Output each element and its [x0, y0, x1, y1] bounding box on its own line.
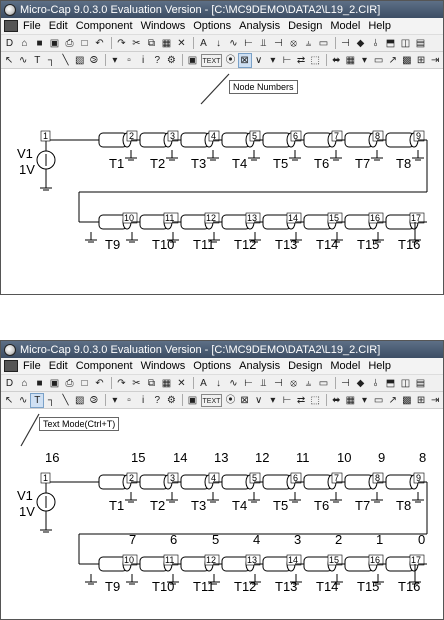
- app-icon: [4, 4, 16, 16]
- toolbar-components: [1, 392, 443, 409]
- transmission-line-label: T11: [193, 237, 215, 252]
- toolbar-component-button-19[interactable]: ⇄: [296, 394, 306, 406]
- toolbar-component-button-20[interactable]: ⬚: [310, 54, 320, 66]
- node-label: 9: [416, 131, 422, 141]
- toolbar-separator: [326, 394, 327, 406]
- toolbar-main-button-3[interactable]: ▣: [49, 37, 60, 49]
- transmission-line-label: T10: [152, 579, 175, 594]
- toolbar-component-button-10[interactable]: ?: [154, 54, 161, 66]
- node-number: 2: [335, 532, 343, 547]
- toolbar-main-button-4[interactable]: ⎙: [65, 377, 74, 389]
- menu-windows[interactable]: Windows: [140, 360, 186, 372]
- toolbar-main-button-6[interactable]: ↶: [95, 37, 104, 49]
- node-label: 7: [334, 473, 340, 483]
- toolbar-component-button-5[interactable]: ▧: [74, 394, 85, 406]
- toolbar-separator: [326, 54, 327, 66]
- toolbar-component-button-9[interactable]: i: [142, 54, 145, 66]
- toolbar-component-button-22[interactable]: ▦: [345, 54, 356, 66]
- screenshot-panel-text-mode: [0, 340, 444, 620]
- menu-file[interactable]: File: [23, 20, 41, 32]
- node-number: 12: [255, 450, 270, 465]
- toolbar-main-button-20[interactable]: ▭: [318, 377, 329, 389]
- node-number: 11: [296, 450, 310, 465]
- transmission-line-label: T5: [273, 498, 289, 513]
- transmission-line-label: T7: [355, 498, 371, 513]
- toolbar-main-button-15[interactable]: ⊢: [244, 37, 253, 49]
- toolbar-component-button-28[interactable]: ⇥: [430, 54, 440, 66]
- node-label: 9: [416, 473, 422, 483]
- node-label: 11: [165, 555, 175, 565]
- toolbar-component-button-13[interactable]: TEXT: [201, 54, 223, 67]
- toolbar-main-button-8[interactable]: ✂: [132, 377, 141, 389]
- node-number: 3: [294, 532, 302, 547]
- node-label: 16: [370, 213, 381, 223]
- source-value: 1V: [19, 162, 35, 177]
- toolbar-separator: [111, 377, 112, 389]
- toolbar-main-button-21[interactable]: ⊣: [341, 37, 350, 49]
- transmission-line-label: T3: [191, 498, 207, 513]
- toolbar-component-button-7[interactable]: ▾: [112, 54, 118, 66]
- source-value: 1V: [19, 504, 35, 519]
- node-label: 17: [411, 213, 422, 223]
- pointer-arrow: [201, 74, 229, 104]
- transmission-line-label: T5: [273, 156, 289, 171]
- node-label: 5: [252, 473, 258, 483]
- toolbar-component-button-0[interactable]: ↖: [4, 394, 14, 406]
- toolbar-main-button-10[interactable]: ▦: [161, 37, 172, 49]
- toolbar-main-button-24[interactable]: ⬒: [385, 377, 396, 389]
- screenshot-panel-node-numbers: [0, 0, 444, 295]
- node-label: 1: [43, 131, 49, 141]
- node-label: 15: [329, 555, 340, 565]
- toolbar-component-button-8[interactable]: ▫: [127, 394, 131, 406]
- schematic-canvas[interactable]: [1, 410, 443, 619]
- toolbar-main-button-25[interactable]: ◫: [400, 37, 411, 49]
- toolbar-main: [1, 375, 443, 392]
- toolbar-main-button-23[interactable]: ⫰: [373, 37, 378, 49]
- menu-edit[interactable]: Edit: [48, 20, 68, 32]
- window-title: Micro-Cap 9.0.3.0 Evaluation Version - [C:\MC9DEMO\DATA2\L19_2.CIR]: [20, 3, 381, 16]
- toolbar-main-button-4[interactable]: ⎙: [65, 37, 74, 49]
- toolbar-main-button-26[interactable]: ▤: [415, 377, 426, 389]
- toolbar-component-button-21[interactable]: ⬌: [332, 54, 341, 66]
- menu-help[interactable]: Help: [368, 360, 391, 372]
- toolbar-component-button-26[interactable]: ▩: [402, 394, 412, 406]
- transmission-line-label: T3: [191, 156, 207, 171]
- toolbar-component-button-7[interactable]: ▾: [112, 394, 118, 406]
- transmission-line-label: T16: [398, 579, 421, 594]
- toolbar-main-button-19[interactable]: ⫨: [305, 377, 312, 389]
- toolbar-separator: [335, 377, 336, 389]
- menu-analysis[interactable]: Analysis: [239, 360, 281, 372]
- node-label: 6: [293, 131, 299, 141]
- menu-options[interactable]: Options: [193, 20, 232, 32]
- node-label: 6: [293, 473, 299, 483]
- node-label: 2: [129, 131, 135, 141]
- toolbar-separator: [193, 37, 194, 49]
- toolbar-component-button-17[interactable]: ▾: [270, 54, 276, 66]
- toolbar-main: [1, 35, 443, 52]
- toolbar-main-button-24[interactable]: ⬒: [385, 37, 396, 49]
- toolbar-component-button-24[interactable]: ▭: [373, 54, 384, 66]
- toolbar-component-button-23[interactable]: ▾: [362, 54, 368, 66]
- toolbar-component-button-15[interactable]: ⊠: [240, 394, 249, 406]
- toolbar-component-button-22[interactable]: ▦: [345, 394, 356, 406]
- toolbar-main-button-5[interactable]: □: [81, 37, 88, 49]
- toolbar-main-button-18[interactable]: ⦻: [290, 37, 297, 49]
- toolbar-component-button-25[interactable]: ↗: [388, 54, 397, 66]
- toolbar-components: [1, 52, 443, 69]
- schematic[interactable]: [1, 410, 443, 619]
- toolbar-component-button-1[interactable]: ∿: [18, 54, 28, 66]
- toolbar-component-button-18[interactable]: ⊢: [282, 54, 292, 66]
- node-number: 5: [212, 532, 220, 547]
- toolbar-component-button-12[interactable]: ▣: [187, 54, 198, 66]
- toolbar-component-button-2[interactable]: T: [31, 394, 43, 407]
- node-label: 12: [206, 213, 217, 223]
- menu-analysis[interactable]: Analysis: [239, 20, 281, 32]
- node-label: 2: [129, 473, 135, 483]
- transmission-line-label: T2: [150, 498, 166, 513]
- node-label: 4: [211, 473, 217, 483]
- toolbar-main-button-20[interactable]: ▭: [318, 37, 329, 49]
- toolbar-component-button-12[interactable]: ▣: [187, 394, 198, 406]
- toolbar-separator: [193, 377, 194, 389]
- toolbar-main-button-15[interactable]: ⊢: [244, 377, 253, 389]
- source-name: V1: [17, 488, 33, 503]
- toolbar-main-button-9[interactable]: ⧉: [147, 377, 156, 389]
- node-number: 1: [376, 532, 384, 547]
- toolbar-component-button-11[interactable]: ⚙: [166, 54, 176, 66]
- toolbar-main-button-9[interactable]: ⧉: [147, 37, 156, 49]
- menu-bar: [1, 358, 443, 375]
- transmission-line-label: T1: [109, 498, 125, 513]
- toolbar-main-button-26[interactable]: ▤: [415, 37, 426, 49]
- toolbar-component-button-5[interactable]: ▧: [74, 54, 85, 66]
- transmission-line-label: T8: [396, 156, 412, 171]
- toolbar-separator: [105, 54, 106, 66]
- node-label: 4: [211, 131, 217, 141]
- toolbar-main-button-13[interactable]: ↓: [216, 37, 221, 49]
- toolbar-main-button-12[interactable]: A: [200, 37, 207, 49]
- toolbar-component-button-25[interactable]: ↗: [388, 394, 397, 406]
- toolbar-component-button-0[interactable]: ↖: [4, 54, 14, 66]
- transmission-line-label: T4: [232, 498, 248, 513]
- node-label: 16: [370, 555, 381, 565]
- toolbar-component-button-14[interactable]: ⦿: [225, 394, 236, 406]
- node-number: 10: [337, 450, 352, 465]
- toolbar-main-button-22[interactable]: ◆: [356, 37, 365, 49]
- node-label: 17: [411, 555, 422, 565]
- transmission-line-label: T16: [398, 237, 421, 252]
- toolbar-main-button-2[interactable]: ■: [36, 37, 43, 49]
- toolbar-component-button-21[interactable]: ⬌: [332, 394, 341, 406]
- toolbar-separator: [111, 37, 112, 49]
- toolbar-component-button-11[interactable]: ⚙: [166, 394, 176, 406]
- window-title: Micro-Cap 9.0.3.0 Evaluation Version - [C:\MC9DEMO\DATA2\L19_2.CIR]: [20, 343, 381, 356]
- node-label: 8: [375, 131, 381, 141]
- menu-bar: [1, 18, 443, 35]
- toolbar-main-button-19[interactable]: ⫨: [305, 37, 312, 49]
- toolbar-component-button-28[interactable]: ⇥: [430, 394, 440, 406]
- toolbar-main-button-3[interactable]: ▣: [49, 377, 60, 389]
- toolbar-main-button-7[interactable]: ↷: [117, 377, 126, 389]
- node-label: 7: [334, 131, 340, 141]
- toolbar-separator: [105, 394, 106, 406]
- toolbar-main-button-12[interactable]: A: [200, 377, 207, 389]
- transmission-line-label: T6: [314, 498, 330, 513]
- transmission-line-label: T7: [355, 156, 371, 171]
- node-label: 8: [375, 473, 381, 483]
- toolbar-component-button-4[interactable]: ╲: [62, 54, 69, 66]
- node-number: 7: [129, 532, 137, 547]
- node-number: 0: [418, 532, 426, 547]
- transmission-line-label: T12: [234, 237, 257, 252]
- menu-component[interactable]: Component: [75, 20, 133, 32]
- toolbar-main-button-5[interactable]: □: [81, 377, 88, 389]
- toolbar-main-button-0[interactable]: D: [5, 377, 14, 389]
- toolbar-main-button-16[interactable]: ⫫: [260, 37, 267, 49]
- tooltip-text-mode: Text Mode(Ctrl+T): [39, 417, 119, 431]
- schematic[interactable]: [1, 70, 443, 294]
- node-label: 3: [170, 131, 176, 141]
- toolbar-component-button-6[interactable]: ⧁: [89, 394, 98, 406]
- toolbar-component-button-23[interactable]: ▾: [362, 394, 368, 406]
- node-number: 16: [45, 450, 60, 465]
- document-icon[interactable]: [4, 360, 18, 372]
- pointer-arrow: [21, 414, 39, 446]
- transmission-line-label: T11: [193, 579, 215, 594]
- transmission-line-label: T10: [152, 237, 175, 252]
- toolbar-main-button-0[interactable]: D: [5, 37, 14, 49]
- toolbar-component-button-20[interactable]: ⬚: [310, 394, 320, 406]
- app-icon: [4, 344, 16, 356]
- toolbar-main-button-22[interactable]: ◆: [356, 377, 365, 389]
- transmission-line-label: T1: [109, 156, 125, 171]
- node-label: 10: [124, 213, 135, 223]
- toolbar-main-button-6[interactable]: ↶: [95, 377, 104, 389]
- node-label: 3: [170, 473, 176, 483]
- node-label: 15: [329, 213, 340, 223]
- toolbar-separator: [335, 37, 336, 49]
- toolbar-component-button-13[interactable]: TEXT: [201, 394, 223, 407]
- toolbar-main-button-17[interactable]: ⊣: [274, 377, 283, 389]
- node-label: 14: [288, 555, 299, 565]
- toolbar-component-button-16[interactable]: ∨: [255, 394, 263, 406]
- toolbar-component-button-27[interactable]: ⊞: [416, 54, 426, 66]
- node-label: 11: [165, 213, 175, 223]
- toolbar-main-button-1[interactable]: ⌂: [21, 37, 28, 49]
- toolbar-main-button-21[interactable]: ⊣: [341, 377, 350, 389]
- menu-options[interactable]: Options: [193, 360, 232, 372]
- node-number: 4: [253, 532, 261, 547]
- menu-design[interactable]: Design: [288, 20, 323, 32]
- node-number: 15: [131, 450, 146, 465]
- node-label: 12: [206, 555, 217, 565]
- transmission-line-label: T14: [316, 579, 339, 594]
- schematic-canvas[interactable]: [1, 70, 443, 294]
- toolbar-component-button-27[interactable]: ⊞: [416, 394, 426, 406]
- node-label: 13: [247, 213, 258, 223]
- toolbar-main-button-25[interactable]: ◫: [400, 377, 411, 389]
- transmission-line-label: T15: [357, 579, 380, 594]
- transmission-line-label: T9: [105, 579, 121, 594]
- node-number: 13: [214, 450, 229, 465]
- transmission-line-label: T14: [316, 237, 339, 252]
- toolbar-component-button-6[interactable]: ⧁: [89, 54, 98, 66]
- menu-help[interactable]: Help: [368, 20, 391, 32]
- node-label: 10: [124, 555, 135, 565]
- toolbar-component-button-10[interactable]: ?: [154, 394, 161, 406]
- toolbar-component-button-15[interactable]: ⊠: [240, 54, 249, 66]
- toolbar-component-button-17[interactable]: ▾: [270, 394, 276, 406]
- toolbar-component-button-24[interactable]: ▭: [373, 394, 384, 406]
- toolbar-component-button-19[interactable]: ⇄: [296, 54, 306, 66]
- toolbar-main-button-16[interactable]: ⫫: [260, 377, 267, 389]
- menu-model[interactable]: Model: [330, 360, 361, 372]
- toolbar-component-button-3[interactable]: ┐: [47, 394, 55, 406]
- title-bar: [1, 1, 443, 18]
- transmission-line-label: T8: [396, 498, 412, 513]
- toolbar-separator: [182, 394, 183, 406]
- menu-model[interactable]: Model: [330, 20, 361, 32]
- toolbar-component-button-8[interactable]: ▫: [127, 54, 131, 66]
- toolbar-main-button-14[interactable]: ∿: [229, 377, 238, 389]
- menu-edit[interactable]: Edit: [48, 360, 68, 372]
- transmission-line-label: T13: [275, 237, 298, 252]
- toolbar-component-button-18[interactable]: ⊢: [282, 394, 292, 406]
- title-bar: [1, 341, 443, 358]
- transmission-line-label: T4: [232, 156, 248, 171]
- toolbar-main-button-7[interactable]: ↷: [117, 37, 126, 49]
- node-number: 9: [378, 450, 386, 465]
- node-number: 6: [170, 532, 178, 547]
- toolbar-main-button-8[interactable]: ✂: [132, 37, 141, 49]
- toolbar-component-button-26[interactable]: ▩: [402, 54, 412, 66]
- transmission-line-label: T2: [150, 156, 166, 171]
- toolbar-component-button-1[interactable]: ∿: [18, 394, 28, 406]
- transmission-line-label: T9: [105, 237, 121, 252]
- toolbar-component-button-3[interactable]: ┐: [47, 54, 55, 66]
- menu-windows[interactable]: Windows: [140, 20, 186, 32]
- node-number: 8: [419, 450, 427, 465]
- toolbar-component-button-9[interactable]: i: [142, 394, 145, 406]
- toolbar-separator: [182, 54, 183, 66]
- toolbar-main-button-2[interactable]: ■: [36, 377, 43, 389]
- transmission-line-label: T12: [234, 579, 257, 594]
- menu-component[interactable]: Component: [75, 360, 133, 372]
- toolbar-main-button-13[interactable]: ↓: [216, 377, 221, 389]
- toolbar-component-button-14[interactable]: ⦿: [225, 54, 236, 66]
- node-number: 14: [173, 450, 188, 465]
- toolbar-main-button-1[interactable]: ⌂: [21, 377, 28, 389]
- source-name: V1: [17, 146, 33, 161]
- menu-design[interactable]: Design: [288, 360, 323, 372]
- transmission-line-label: T6: [314, 156, 330, 171]
- toolbar-main-button-17[interactable]: ⊣: [274, 37, 283, 49]
- toolbar-component-button-2[interactable]: T: [34, 54, 41, 66]
- toolbar-component-button-16[interactable]: ∨: [255, 54, 263, 66]
- node-label: 1: [43, 473, 49, 483]
- toolbar-main-button-14[interactable]: ∿: [229, 37, 238, 49]
- document-icon[interactable]: [4, 20, 18, 32]
- node-label: 13: [247, 555, 258, 565]
- transmission-line-label: T15: [357, 237, 380, 252]
- toolbar-main-button-11[interactable]: ✕: [177, 37, 186, 49]
- toolbar-main-button-18[interactable]: ⦻: [290, 377, 297, 389]
- node-label: 14: [288, 213, 299, 223]
- toolbar-main-button-11[interactable]: ✕: [177, 377, 186, 389]
- tooltip-node-numbers: Node Numbers: [229, 80, 298, 94]
- node-label: 5: [252, 131, 258, 141]
- menu-file[interactable]: File: [23, 360, 41, 372]
- toolbar-main-button-23[interactable]: ⫰: [373, 377, 378, 389]
- toolbar-component-button-4[interactable]: ╲: [62, 394, 69, 406]
- transmission-line-label: T13: [275, 579, 298, 594]
- toolbar-main-button-10[interactable]: ▦: [161, 377, 172, 389]
